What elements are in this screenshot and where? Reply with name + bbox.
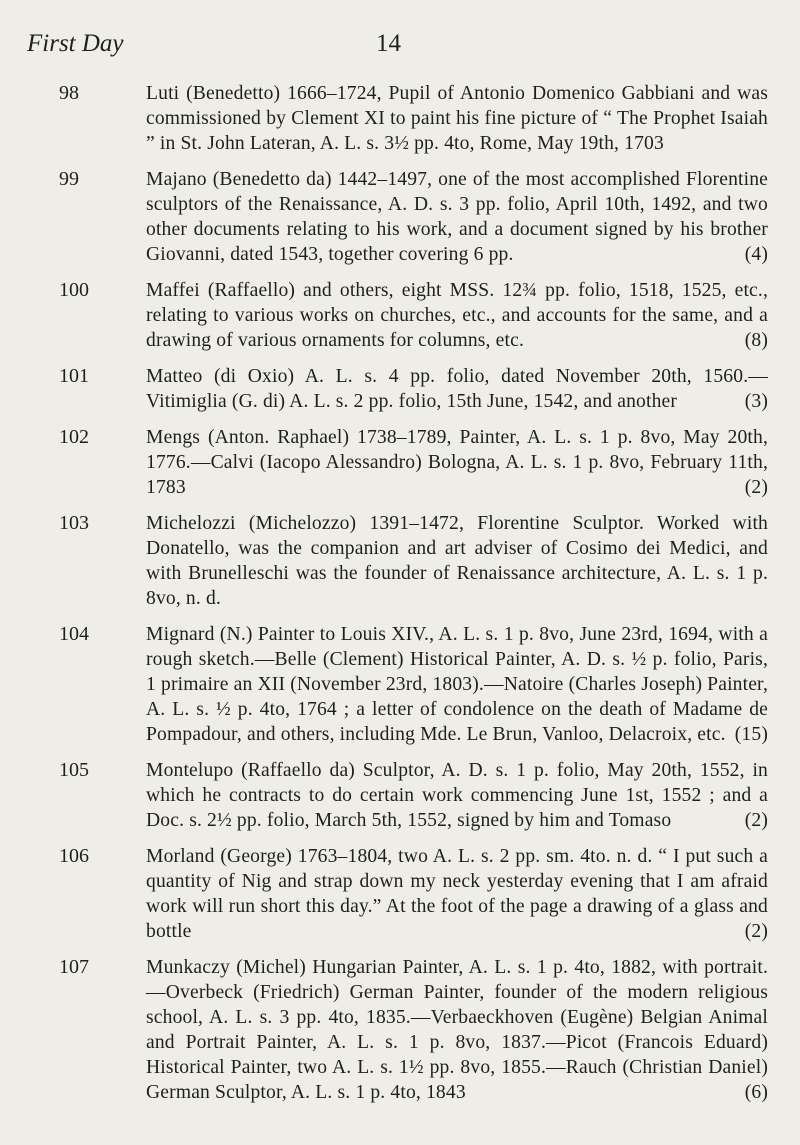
- lot-description: [146, 622, 768, 747]
- lot-number: 102: [59, 426, 89, 448]
- lot-number: 107: [59, 956, 89, 978]
- lot-entry: [0, 167, 800, 267]
- lot-text: Mengs (Anton. Raphael) 1738–1789, Painter, A. L. s. 1 p. 8vo, May 20th, 1776.—Calvi (Iacopo Alessandro) Bologna, A. L. s. 1 p. 8vo, February 11th, 1783: [146, 427, 768, 498]
- lot-text: Majano (Benedetto da) 1442–1497, one of the most accomplished Florentine sculptors of the Renaissance, A. D. s. 3 pp. folio, April 10th, 1492, and two other documents relating to his work, and a document signed by his brother Giovanni, dated 1543, together covering 6 pp.: [146, 169, 768, 265]
- lot-number: 101: [59, 365, 89, 387]
- lot-text: Morland (George) 1763–1804, two A. L. s. 2 pp. sm. 4to. n. d. “ I put such a quantity of Nig and strap down my neck yesterday evening that I am afraid work will run short this day.” At the foot of the page a drawing of a glass and bottle: [146, 846, 768, 942]
- lot-number: 106: [59, 845, 89, 867]
- lot-description: [146, 167, 768, 267]
- lot-number: 98: [59, 82, 79, 104]
- lot-text: Munkaczy (Michel) Hungarian Painter, A. L. s. 1 p. 4to, 1882, with portrait.—Overbeck (Friedrich) German Painter, founder of the modern religious school, A. L. s. 3 pp. 4to, 1835.—Verbaeckhoven (Eugène) Belgian Animal and Portrait Painter, A. L. s. 1 p. 8vo, 1837.—Picot (Francois Eduard) Historical Painter, two A. L. s. 1½ pp. 8vo, 1855.—Rauch (Christian Daniel) German Sculptor, A. L. s. 1 p. 4to, 1843: [146, 957, 768, 1103]
- lot-description: [146, 81, 768, 156]
- lot-text: Mignard (N.) Painter to Louis XIV., A. L. s. 1 p. 8vo, June 23rd, 1694, with a rough sketch.—Belle (Clement) Historical Painter, A. D. s. ½ p. folio, Paris, 1 primaire an XII (November 23rd, 1803).—Natoire (Charles Joseph) Painter, A. L. s. ½ p. 4to, 1764 ; a letter of condolence on the death of Madame de Pompadour, and others, including Mde. Le Brun, Vanloo, Delacroix, etc.: [146, 624, 768, 745]
- lot-count: (8): [744, 330, 768, 351]
- lot-description: [146, 511, 768, 611]
- lot-count: (2): [744, 477, 768, 498]
- lot-number: 99: [59, 168, 79, 190]
- page-header: [27, 30, 760, 60]
- lot-number: 103: [59, 512, 89, 534]
- lot-number: 105: [59, 759, 89, 781]
- lot-count: (15): [734, 724, 768, 745]
- lot-entry: [0, 622, 800, 747]
- lot-description: [146, 955, 768, 1105]
- lot-entry: [0, 81, 800, 156]
- lot-text: Montelupo (Raffaello da) Sculptor, A. D. s. 1 p. folio, May 20th, 1552, in which he contracts to do certain work commencing June 1st, 1552 ; and a Doc. s. 2½ pp. folio, March 5th, 1552, signed by him and Tomaso: [146, 760, 768, 831]
- lot-entry: [0, 844, 800, 944]
- lot-entry: [0, 278, 800, 353]
- lot-description: [146, 844, 768, 944]
- page-number: 14: [376, 30, 401, 57]
- lot-description: [146, 758, 768, 833]
- lot-description: [146, 278, 768, 353]
- lot-entry: [0, 955, 800, 1105]
- lot-count: (6): [744, 1082, 768, 1103]
- lot-number: 100: [59, 279, 89, 301]
- lot-entry: [0, 758, 800, 833]
- lot-count: (2): [744, 810, 768, 831]
- lot-text: Michelozzi (Michelozzo) 1391–1472, Florentine Sculptor. Worked with Donatello, was the companion and art adviser of Cosimo dei Medici, and with Brunelleschi was the founder of Renaissance architecture, A. L. s. 1 p. 8vo, n. d.: [146, 513, 768, 609]
- lot-entry: [0, 511, 800, 611]
- lot-number: 104: [59, 623, 89, 645]
- lot-text: Luti (Benedetto) 1666–1724, Pupil of Antonio Domenico Gabbiani and was commissioned by Clement XI to paint his fine picture of “ The Prophet Isaiah ” in St. John Lateran, A. L. s. 3½ pp. 4to, Rome, May 19th, 1703: [146, 83, 768, 154]
- lot-count: (3): [744, 391, 768, 412]
- lot-text: Maffei (Raffaello) and others, eight MSS. 12¾ pp. folio, 1518, 1525, etc., relating to various works on churches, etc., and accounts for the same, and a drawing of various ornaments for columns, etc.: [146, 280, 768, 351]
- lot-count: (2): [744, 921, 768, 942]
- lot-description: [146, 364, 768, 414]
- lot-description: [146, 425, 768, 500]
- lot-count: (4): [744, 244, 768, 265]
- lot-entry: [0, 364, 800, 414]
- section-title: First Day: [27, 30, 124, 57]
- lot-list: [0, 81, 800, 1116]
- lot-entry: [0, 425, 800, 500]
- lot-text: Matteo (di Oxio) A. L. s. 4 pp. folio, dated November 20th, 1560.—Vitimiglia (G. di) A. L. s. 2 pp. folio, 15th June, 1542, and another: [146, 366, 768, 412]
